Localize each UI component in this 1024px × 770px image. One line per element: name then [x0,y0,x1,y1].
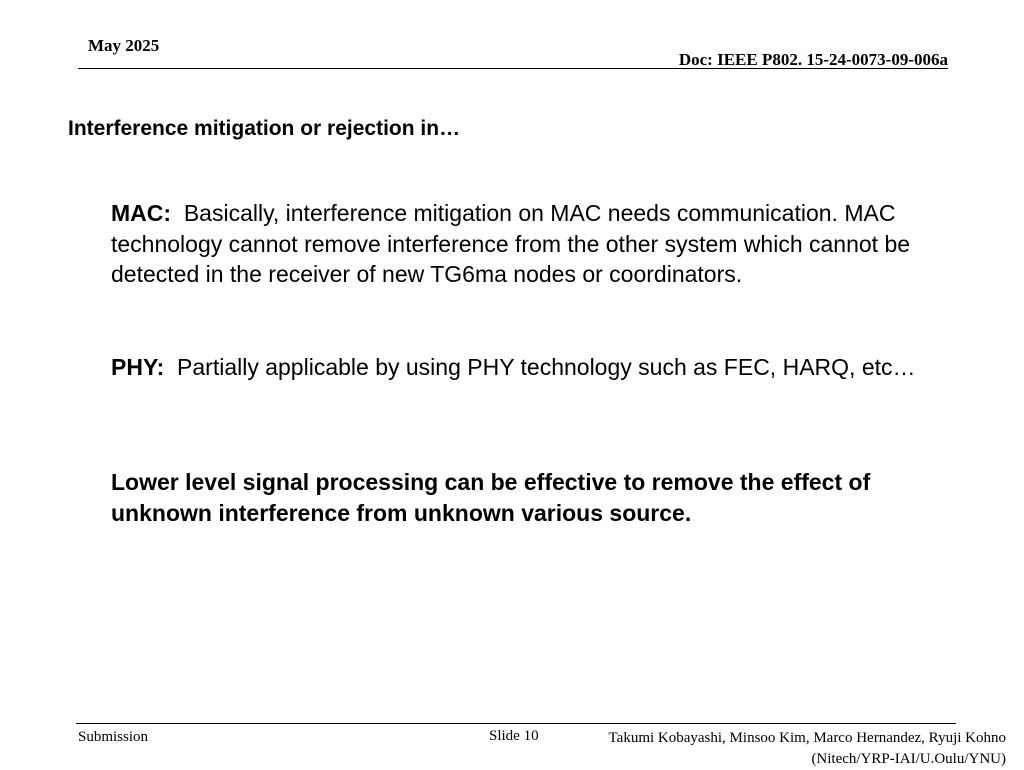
phy-label: PHY: [111,354,165,380]
header-divider [78,68,948,69]
conclusion-paragraph: Lower level signal processing can be effective to remove the effect of unknown interference from unknown various source. [111,469,871,526]
mac-label: MAC: [111,200,172,226]
footer-authors-names: Takumi Kobayashi, Minsoo Kim, Marco Hernandez, Ryuji Kohno [608,730,1006,746]
header-doc-id: Doc: IEEE P802. 15-24-0073-09-006a [678,50,948,69]
mac-paragraph [111,198,941,290]
mac-text: Basically, interference mitigation on MAC needs communication. MAC technology cannot remove interference from the other system which cannot be detected in the receiver of new TG6ma nodes or coordinators. [111,200,911,287]
phy-paragraph [111,352,941,383]
phy-text: Partially applicable by using PHY technology such as FEC, HARQ, etc… [177,354,916,380]
footer-authors [609,728,1006,770]
slide-title: Interference mitigation or rejection in… [68,117,461,140]
footer-slide-number: Slide 10 [489,728,539,744]
footer-submission: Submission [78,729,149,745]
footer-authors-affiliations: (Nitech/YRP-IAI/U.Oulu/YNU) [811,751,1006,767]
footer-divider [76,723,956,724]
header-date: May 2025 [88,36,160,55]
